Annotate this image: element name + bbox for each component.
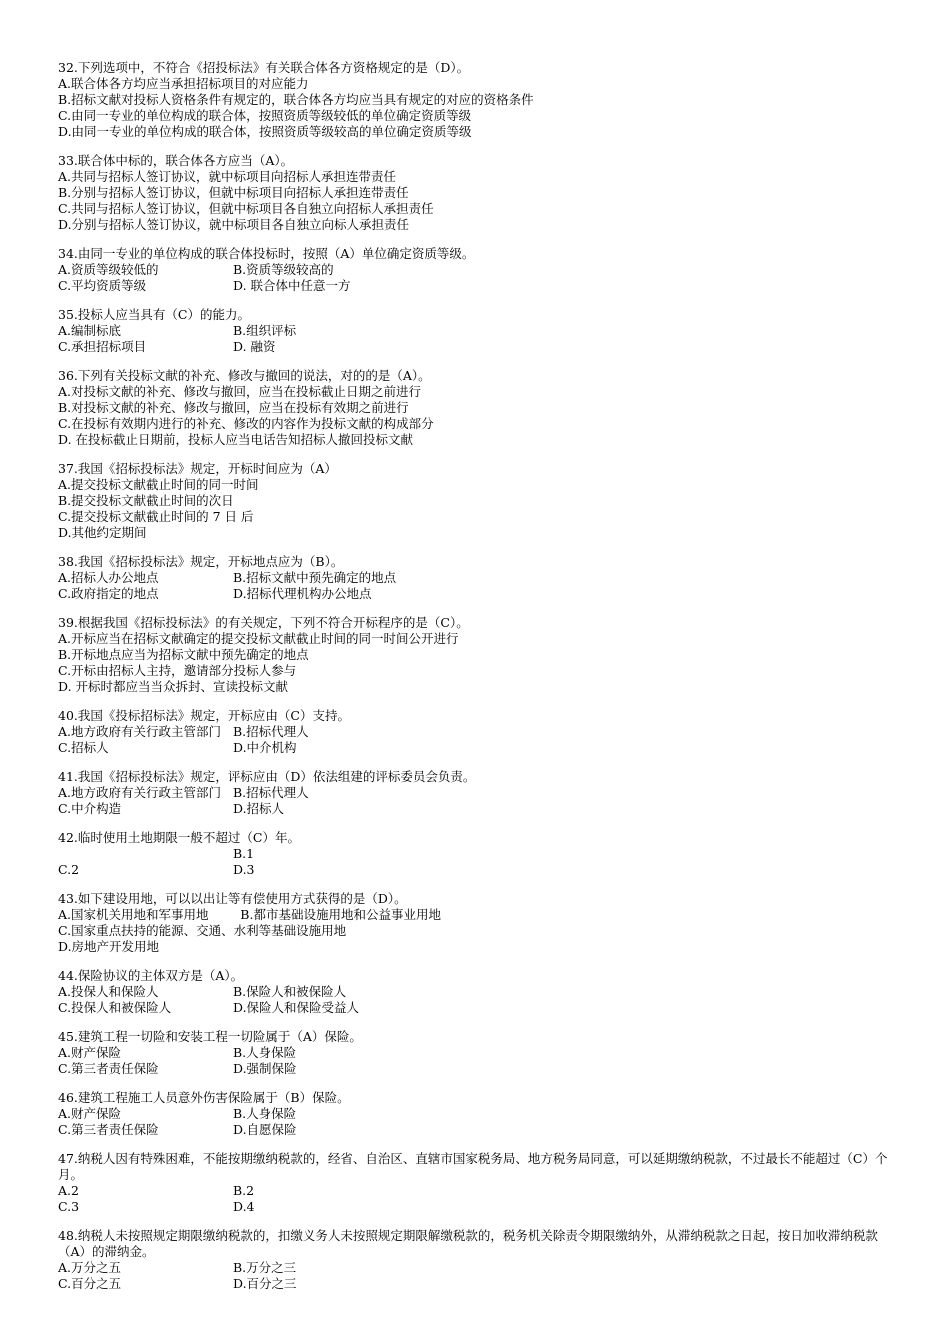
question-stem: 32.下列选项中，不符合《招投标法》有关联合体各方资格规定的是（D）。 [58,60,470,75]
question-block [58,60,898,140]
question-block [58,830,898,878]
answer-option: C.共同与招标人签订协议，但就中标项目各自独立向招标人承担责任 [58,201,434,216]
answer-option: C.2 [58,862,80,877]
answer-option: C.投保人和被保险人 [58,1000,172,1015]
answer-option-row [58,262,898,278]
answer-option: D.其他约定期间 [58,525,147,540]
answer-option: D.分别与招标人签订协议，就中标项目各自独立向标人承担责任 [58,217,410,232]
answer-option: A.地方政府有关行政主管部门 [58,785,222,800]
answer-option: B.对投标文献的补充、修改与撤回，应当在投标有效期之前进行 [58,400,409,415]
answer-option: C.第三者责任保险 [58,1122,159,1137]
answer-option-row [58,1106,898,1122]
answer-option: B.万分之三 [233,1260,297,1275]
question-stem: 46.建筑工程施工人员意外伤害保险属于（B）保险。 [58,1090,350,1105]
answer-option: A.地方政府有关行政主管部门 [58,724,222,739]
answer-option-row [58,984,898,1000]
answer-option: A.万分之五 [58,1260,122,1275]
answer-option-row [58,1276,898,1292]
question-stem: 35.投标人应当具有（C）的能力。 [58,307,250,322]
answer-option-row [58,1000,898,1016]
answer-option: D.保险人和保险受益人 [233,1000,360,1015]
question-block [58,1228,898,1292]
answer-option: A.财产保险 [58,1045,122,1060]
answer-option-row [58,278,898,294]
answer-option-row [58,846,898,862]
question-stem: 39.根据我国《招标投标法》的有关规定，下列不符合开标程序的是（C）。 [58,615,469,630]
answer-option: A.对投标文献的补充、修改与撤回，应当在投标截止日期之前进行 [58,384,422,399]
question-block [58,246,898,294]
answer-option: A.2 [58,1183,79,1198]
answer-option: B.开标地点应当为招标文献中预先确定的地点 [58,647,309,662]
question-list [58,60,898,1305]
question-stem: 36.下列有关投标文献的补充、修改与撤回的说法，对的的是（A）。 [58,368,431,383]
answer-option: C.由同一专业的单位构成的联合体，按照资质等级较低的单位确定资质等级 [58,108,472,123]
answer-option: C.平均资质等级 [58,278,147,293]
answer-option: D.百分之三 [233,1276,297,1291]
answer-option-row [58,586,898,602]
question-block [58,461,898,541]
answer-option: B.保险人和被保险人 [233,984,347,999]
question-block [58,153,898,233]
answer-option-row [58,724,898,740]
answer-option: B.组织评标 [233,323,297,338]
answer-option: C.招标人 [58,740,109,755]
answer-option: D.3 [233,862,255,877]
answer-option: C.第三者责任保险 [58,1061,159,1076]
answer-option-row [58,1183,898,1199]
question-stem: 47.纳税人因有特殊困难，不能按期缴纳税款的，经省、自治区、直辖市国家税务局、地方税务局同意，可以延期缴纳税款，不过最长不能超过（C）个月。 [58,1151,888,1182]
answer-option: D.自愿保险 [233,1122,297,1137]
answer-option-row [58,1122,898,1138]
question-stem: 43.如下建设用地，可以以出让等有偿使用方式获得的是（D）。 [58,891,407,906]
question-stem: 38.我国《招标投标法》规定，开标地点应为（B）。 [58,554,344,569]
answer-option-row [58,570,898,586]
answer-option-row [58,323,898,339]
answer-option: C.在投标有效期内进行的补充、修改的内容作为投标文献的构成部分 [58,416,434,431]
answer-option-row [58,1061,898,1077]
answer-option: B.招标文献对投标人资格条件有规定的，联合体各方均应当具有规定的对应的资格条件 [58,92,534,107]
answer-option: B.人身保险 [233,1045,297,1060]
answer-option: D.强制保险 [233,1061,297,1076]
answer-option-row [58,740,898,756]
question-block [58,554,898,602]
answer-option-row [58,1199,898,1215]
answer-option: D.中介机构 [233,740,297,755]
answer-option: C.开标由招标人主持，邀请部分投标人参与 [58,663,297,678]
answer-option: B.资质等级较高的 [233,262,334,277]
answer-option: D.招标代理机构办公地点 [233,586,372,601]
answer-option: D.4 [233,1199,255,1214]
answer-option: C.提交投标文献截止时间的 7 日 后 [58,509,254,524]
answer-option: D. 融资 [233,339,276,354]
answer-option: C.国家重点扶持的能源、交通、水利等基础设施用地 [58,923,347,938]
question-block [58,1090,898,1138]
answer-option: D.由同一专业的单位构成的联合体，按照资质等级较高的单位确定资质等级 [58,124,472,139]
answer-option-row [58,1045,898,1061]
answer-option: A.开标应当在招标文献确定的提交投标文献截止时间的同一时间公开进行 [58,631,459,646]
answer-option: A.编制标底 [58,323,122,338]
answer-option-row [58,785,898,801]
answer-option: B.招标代理人 [233,785,309,800]
answer-option-row [58,1260,898,1276]
question-block [58,615,898,695]
answer-option-row [58,339,898,355]
answer-option: A.资质等级较低的 [58,262,159,277]
question-stem: 37.我国《招标投标法》规定，开标时间应为（A） [58,461,337,476]
answer-option: B.人身保险 [233,1106,297,1121]
answer-option: A.国家机关用地和军事用地 B.都市基础设施用地和公益事业用地 [58,907,441,922]
answer-option: A.招标人办公地点 [58,570,159,585]
answer-option: A.财产保险 [58,1106,122,1121]
answer-option: B.1 [233,846,255,861]
answer-option: A.投保人和保险人 [58,984,159,999]
answer-option: A.提交投标文献截止时间的同一时间 [58,477,259,492]
question-block [58,769,898,817]
answer-option: C.中介构造 [58,801,122,816]
answer-option: D.招标人 [233,801,285,816]
question-block [58,708,898,756]
answer-option: D. 开标时都应当当众拆封、宣读投标文献 [58,679,289,694]
answer-option: B.分别与招标人签订协议，但就中标项目向招标人承担连带责任 [58,185,409,200]
answer-option: D.房地产开发用地 [58,939,160,954]
question-block [58,1151,898,1215]
answer-option: C.3 [58,1199,80,1214]
question-stem: 34.由同一专业的单位构成的联合体投标时，按照（A）单位确定资质等级。 [58,246,475,261]
answer-option: B.招标文献中预先确定的地点 [233,570,397,585]
question-block [58,368,898,448]
question-stem: 44.保险协议的主体双方是（A）。 [58,968,244,983]
question-stem: 48.纳税人未按照规定期限缴纳税款的，扣缴义务人未按照规定期限解缴税款的，税务机关除责令期限缴纳外，从滞纳税款之日起，按日加收滞纳税款（A）的滞纳金。 [58,1228,878,1259]
answer-option: D. 在投标截止日期前，投标人应当电话告知招标人撤回投标文献 [58,432,414,447]
question-stem: 42.临时使用土地期限一般不超过（C）年。 [58,830,300,845]
answer-option: B.2 [233,1183,255,1198]
question-stem: 33.联合体中标的，联合体各方应当（A）。 [58,153,294,168]
answer-option: B.招标代理人 [233,724,309,739]
answer-option: C.承担招标项目 [58,339,147,354]
question-block [58,1029,898,1077]
answer-option: B.提交投标文献截止时间的次日 [58,493,234,508]
question-stem: 41.我国《招标投标法》规定，评标应由（D）依法组建的评标委员会负责。 [58,769,476,784]
answer-option: D. 联合体中任意一方 [233,278,351,293]
answer-option-row [58,801,898,817]
question-block [58,307,898,355]
question-block [58,968,898,1016]
question-stem: 45.建筑工程一切险和安装工程一切险属于（A）保险。 [58,1029,362,1044]
answer-option: A.联合体各方均应当承担招标项目的对应能力 [58,76,309,91]
question-stem: 40.我国《投标招标法》规定，开标应由（C）支持。 [58,708,350,723]
answer-option: C.百分之五 [58,1276,122,1291]
answer-option: C.政府指定的地点 [58,586,159,601]
question-block [58,891,898,955]
answer-option: A.共同与招标人签订协议，就中标项目向招标人承担连带责任 [58,169,397,184]
answer-option-row [58,862,898,878]
